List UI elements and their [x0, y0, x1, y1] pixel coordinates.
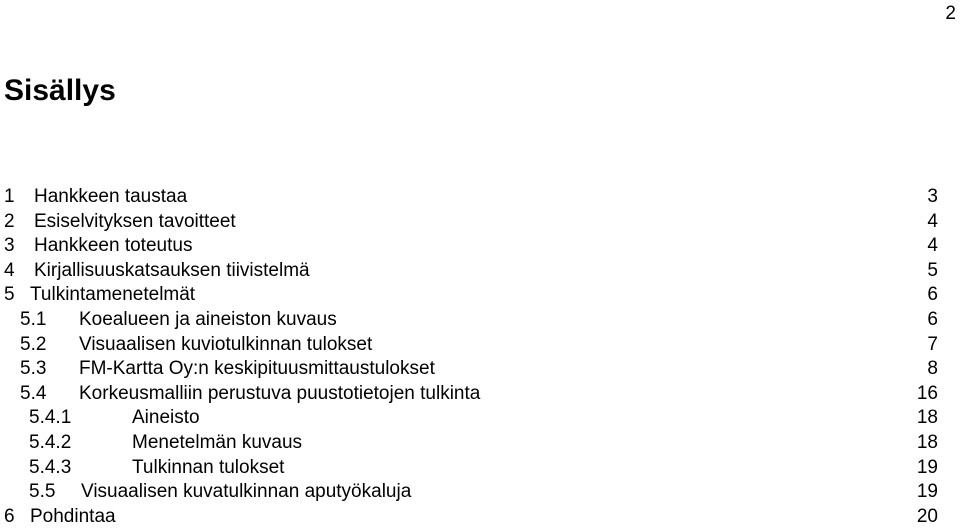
toc-entry[interactable]	[0, 259, 960, 284]
toc-number: 5.4.2	[29, 431, 72, 453]
toc-number: 2	[4, 210, 15, 232]
toc-title: Menetelmän kuvaus	[132, 431, 303, 453]
toc-entry[interactable]	[0, 456, 960, 481]
toc-entry[interactable]	[0, 185, 960, 210]
toc-page: 8	[927, 358, 938, 380]
toc-entry[interactable]	[0, 431, 960, 456]
toc-page: 5	[927, 259, 938, 281]
toc-page: 6	[927, 308, 938, 330]
toc-number: 4	[4, 259, 15, 281]
toc-number: 5.4.1	[29, 407, 72, 429]
toc-title: Aineisto	[132, 407, 200, 429]
toc-entry[interactable]	[0, 505, 960, 529]
toc-title: Tulkinnan tulokset	[132, 456, 285, 478]
toc-entry[interactable]	[0, 382, 960, 407]
toc-title: Hankkeen taustaa	[34, 186, 188, 207]
toc-page: 3	[927, 186, 938, 207]
toc-entry[interactable]	[0, 210, 960, 235]
toc-number: 6	[4, 505, 15, 527]
toc-page: 19	[916, 456, 938, 478]
toc-title: Pohdintaa	[30, 505, 116, 527]
toc-page: 4	[927, 210, 938, 232]
toc-entry[interactable]	[0, 333, 960, 358]
toc-entry[interactable]	[0, 283, 960, 308]
toc-entry[interactable]	[0, 308, 960, 333]
toc-number: 3	[4, 235, 15, 257]
page-title: Sisällys	[4, 74, 116, 107]
toc-title: Korkeusmalliin perustuva puustotietojen tulkinta	[79, 382, 481, 404]
toc-title: Visuaalisen kuvatulkinnan aputyökaluja	[81, 481, 412, 503]
toc-entry[interactable]	[0, 357, 960, 382]
table-of-contents	[0, 185, 960, 529]
toc-title: Esiselvityksen tavoitteet	[34, 210, 236, 232]
toc-number: 5.2	[20, 333, 47, 355]
toc-page: 19	[916, 481, 938, 503]
toc-page: 6	[927, 284, 938, 306]
toc-page: 4	[927, 235, 938, 257]
toc-title: Hankkeen toteutus	[34, 235, 193, 257]
toc-number: 5.5	[29, 481, 56, 503]
toc-number: 5.4.3	[29, 456, 72, 478]
toc-entry[interactable]	[0, 234, 960, 259]
toc-title: Tulkintamenetelmät	[30, 284, 196, 306]
toc-entry[interactable]	[0, 406, 960, 431]
toc-page: 20	[916, 505, 938, 527]
toc-title: Visuaalisen kuviotulkinnan tulokset	[79, 333, 373, 355]
toc-title: Kirjallisuuskatsauksen tiivistelmä	[34, 259, 310, 281]
toc-number: 5.3	[20, 358, 47, 380]
toc-page: 16	[916, 382, 938, 404]
toc-number: 5.1	[20, 308, 47, 330]
toc-page: 18	[916, 431, 938, 453]
toc-number: 1	[4, 186, 15, 207]
toc-number: 5.4	[20, 382, 47, 404]
toc-entry[interactable]	[0, 480, 960, 505]
toc-title: FM-Kartta Oy:n keskipituusmittaustulokset	[79, 358, 435, 380]
toc-number: 5	[4, 284, 15, 306]
page-number: 2	[945, 3, 956, 24]
toc-page: 7	[927, 333, 938, 355]
toc-title: Koealueen ja aineiston kuvaus	[79, 308, 337, 330]
toc-page: 18	[916, 407, 938, 429]
